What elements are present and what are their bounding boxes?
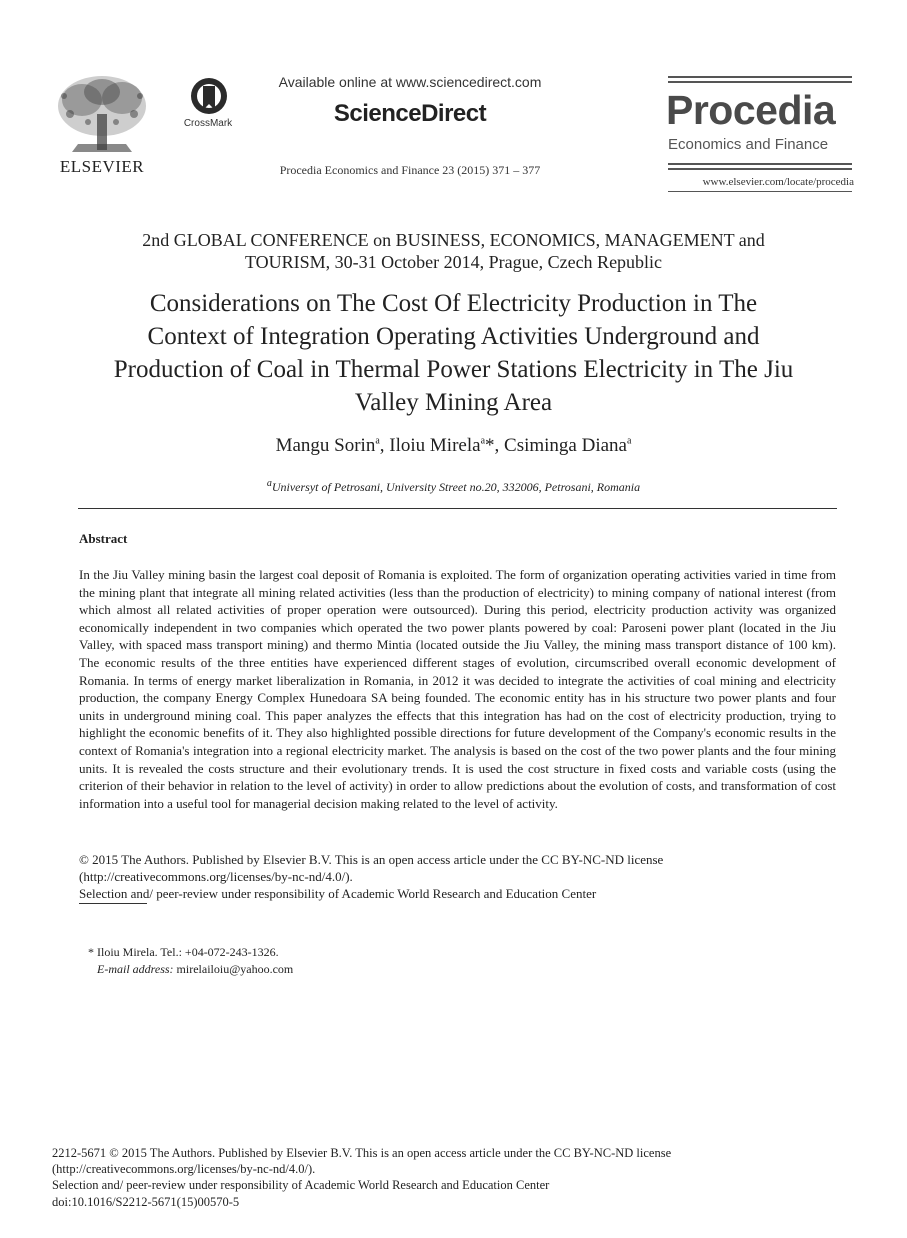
procedia-rule-mid — [668, 163, 852, 165]
author-affiliation-mark: a — [480, 435, 486, 447]
affiliation — [60, 478, 847, 495]
abstract-heading: Abstract — [79, 531, 128, 546]
email-label: E-mail address: — [97, 962, 174, 976]
procedia-title: Procedia — [666, 87, 836, 133]
footer-peer-review: Selection and/ peer-review under responsibility of Academic World Research and Education Center — [52, 1178, 550, 1193]
author-name: Iloiu Mirela — [389, 435, 481, 456]
procedia-rule-mid-2 — [668, 168, 852, 170]
footer-license-link[interactable]: (http://creativecommons.org/licenses/by-nc-nd/4.0/). — [52, 1162, 316, 1177]
author-separator: , — [379, 435, 390, 456]
author-list — [60, 435, 847, 457]
author-name: Mangu Sorin — [275, 435, 376, 456]
corresponding-author-mark: * — [485, 435, 495, 456]
conference-line-1: 2nd GLOBAL CONFERENCE on BUSINESS, ECONOMICS, MANAGEMENT and — [142, 230, 765, 250]
journal-reference: Procedia Economics and Finance 23 (2015) 371 – 377 — [279, 163, 541, 177]
author-affiliation-mark: a — [626, 435, 632, 447]
corresponding-author-footnote — [88, 944, 788, 978]
title-line-4: Valley Mining Area — [354, 389, 553, 416]
procedia-subtitle: Economics and Finance — [668, 136, 829, 153]
footnote-email-line — [88, 961, 788, 978]
copyright-line-1: © 2015 The Authors. Published by Elsevier B.V. This is an open access article under the CC BY-NC-ND license — [79, 852, 664, 867]
footer-doi[interactable]: doi:10.1016/S2212-5671(15)00570-5 — [52, 1194, 240, 1209]
procedia-rule-top — [668, 76, 852, 78]
affiliation-mark: a — [266, 478, 272, 489]
author-affiliation-mark: a — [375, 435, 380, 447]
license-link[interactable]: (http://creativecommons.org/licenses/by-nc-nd/4.0/). — [79, 869, 353, 885]
available-online-text: Available online at www.sciencedirect.com — [278, 74, 542, 90]
page-footer — [52, 1145, 852, 1210]
procedia-url[interactable]: www.elsevier.com/locate/procedia — [702, 176, 854, 188]
footnote-divider — [79, 903, 147, 904]
email-link[interactable]: mirelailoiu@yahoo.com — [176, 962, 294, 976]
elsevier-wordmark: ELSEVIER — [59, 157, 145, 176]
procedia-rule-top-2 — [668, 81, 852, 83]
sciencedirect-logo: ScienceDirect — [333, 100, 487, 127]
title-line-2: Context of Integration Operating Activities Underground and — [147, 323, 760, 350]
footnote-contact: * Iloiu Mirela. Tel.: +04-072-243-1326. — [88, 945, 279, 959]
crossmark-label: CrossMark — [183, 118, 233, 129]
affiliation-text: Universyt of Petrosani, University Street no.20, 332006, Petrosani, Romania — [271, 480, 641, 494]
paper-title — [60, 287, 847, 419]
author-separator: , — [494, 435, 505, 456]
conference-name — [60, 229, 847, 273]
title-line-3: Production of Coal in Thermal Power Stations Electricity in The Jiu — [113, 356, 794, 383]
section-divider — [78, 508, 837, 509]
footer-issn-license: 2212-5671 © 2015 The Authors. Published by Elsevier B.V. This is an open access article under the CC BY-NC-ND license — [52, 1146, 672, 1160]
author-name: Csiminga Diana — [504, 435, 627, 456]
abstract-body: In the Jiu Valley mining basin the largest coal deposit of Romania is exploited. The form of organization operating activities varied in time from the mining plant that integrate all mining related activities (less than the production of electricity) to mining company of national interest (from which almost all related activities of proper operation were outsourced). During this period, electricity production activity was organized economically independent in two companies which operated the two power plants powered by coal: Paroseni power plant (located in the Jiu Valley, with spaced mass transport mining) and thermo Mintia (located outside the Jiu Valley, the mining mass transport distance of 100 km). The economic results of the three entities have experienced different stages of evolution, circumscribed overall economic development of Romania. In terms of energy market liberalization in Romania, in 2012 it was decided to integrate the activities of coal mining and electricity production, the company Energy Complex Hunedoara SA being founded. The economic entity has in his structure two power plants and four units in underground mining coal. This paper analyzes the effects that this integration has had on the cost of electricity production, trying to highlight the economic benefits of it. They also highlighted possible directions for future development of the Company's economic results in the context of Romania's integration into a regional electricity market. The analysis is based on the cost of the two power plants and the four mining units. It is revealed the costs structure and their evolutionary trends. It is used the cost structure in fixed costs and variable costs (using the criterion of their behavior in relation to the level of activity) in order to allow predictions about the evolution of costs, and transformation of cost information into a useful tool for managerial decision making related to the level of activity. — [79, 567, 836, 811]
copyright-notice — [79, 851, 836, 903]
peer-review-statement: Selection and/ peer-review under responsibility of Academic World Research and Education Center — [79, 886, 597, 902]
title-line-1: Considerations on The Cost Of Electricity Production in The — [149, 290, 758, 317]
conference-line-2: TOURISM, 30-31 October 2014, Prague, Czech Republic — [244, 252, 663, 272]
procedia-rule-bottom — [668, 191, 852, 192]
